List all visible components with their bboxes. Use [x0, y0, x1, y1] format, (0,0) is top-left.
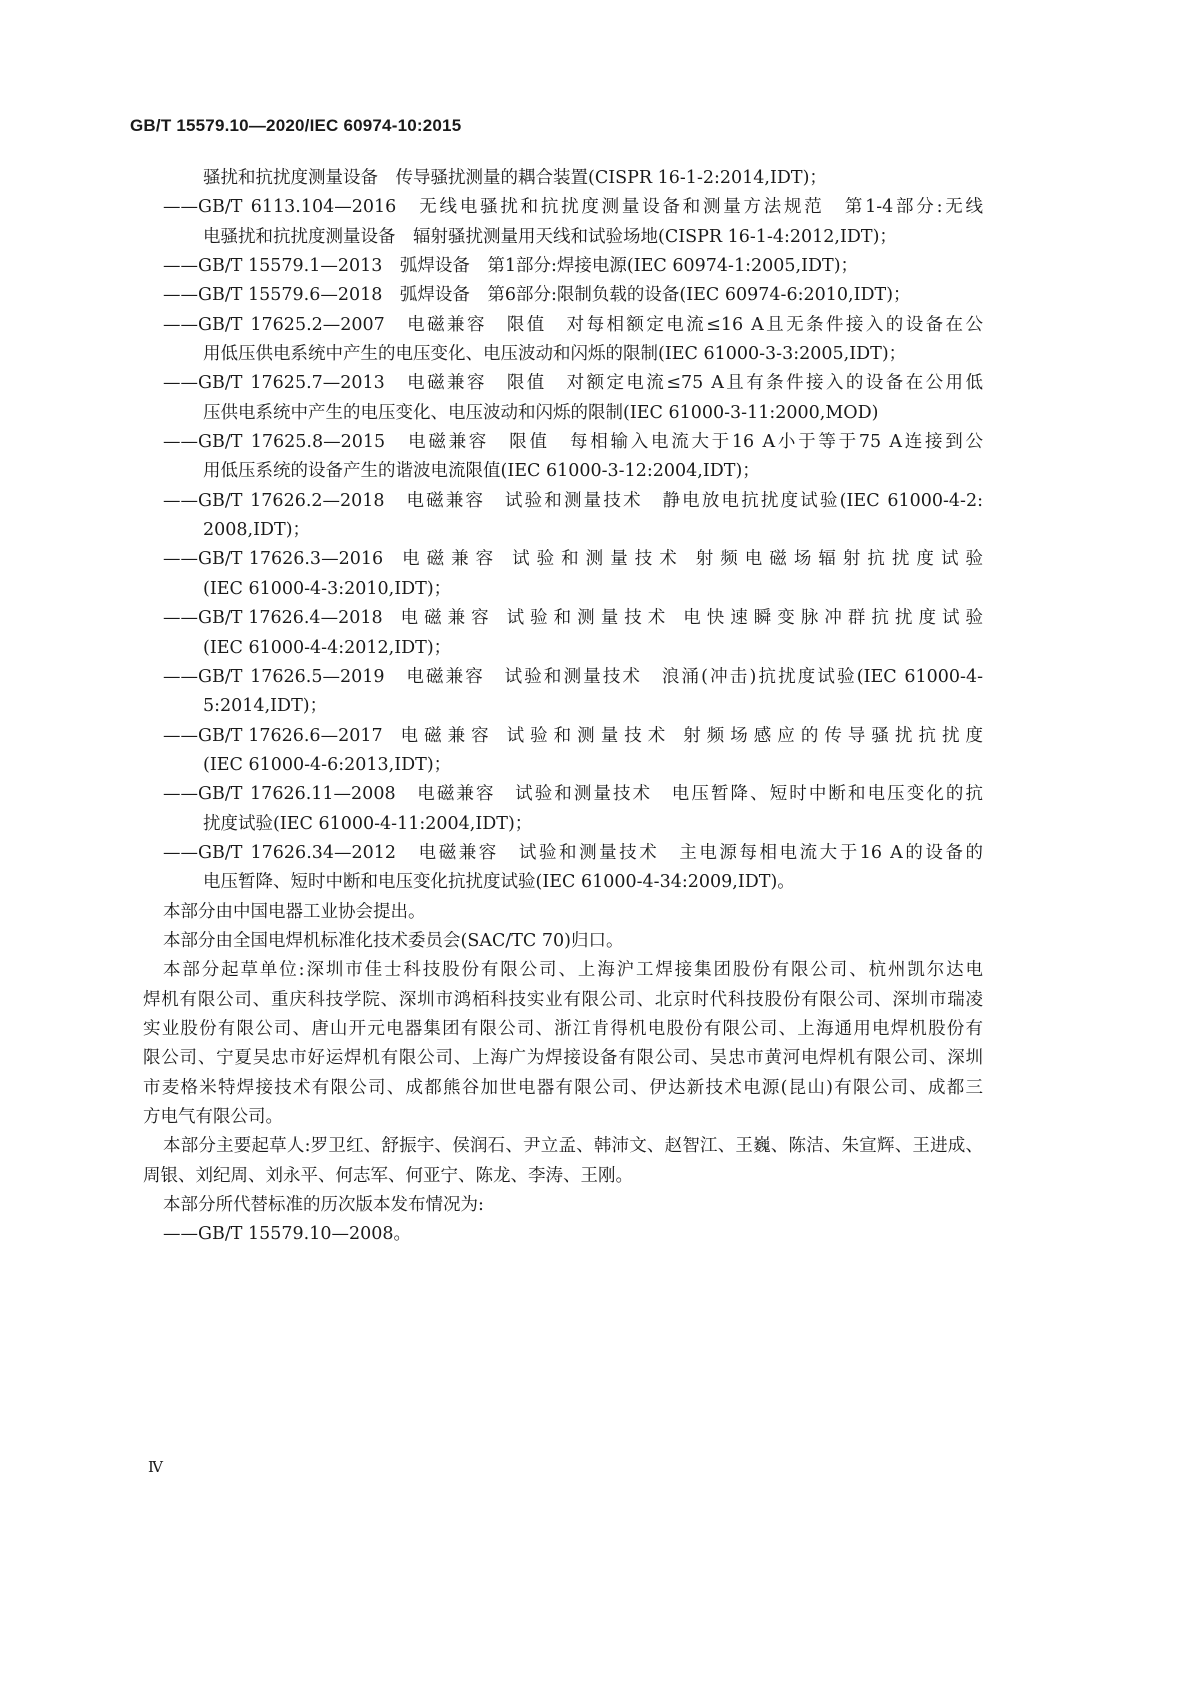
drafters-paragraph: 本部分主要起草人:罗卫红、舒振宇、侯润石、尹立孟、韩沛文、赵智江、王巍、陈洁、朱宣辉、王进成、 [163, 1136, 983, 1157]
reference-item: ——GB/T 15579.1—2013 弧焊设备 第1部分:焊接电源(IEC 60974-1:2005,IDT)； [163, 256, 859, 277]
reference-item: ——GB/T 17625.8—2015 电磁兼容 限值 每相输入电流大于16 A小于等于75 A连接到公 [163, 432, 983, 453]
drafting-units-line: 限公司、宁夏吴忠市好运焊机有限公司、上海广为焊接设备有限公司、吴忠市黄河电焊机有限公司、深圳 [143, 1048, 983, 1069]
reference-item: ——GB/T 17626.3—2016 电 磁 兼 容 试 验 和 测 量 技 术 射 频 电 磁 场 辐 射 抗 扰 度 试 验 [163, 549, 983, 570]
reference-item: ——GB/T 17626.5—2019 电磁兼容 试验和测量技术 浪涌(冲击)抗扰度试验(IEC 61000-4- [163, 666, 983, 687]
reference-continuation: (IEC 61000-4-4:2012,IDT)； [203, 637, 452, 658]
committee-paragraph: 本部分由全国电焊机标准化技术委员会(SAC/TC 70)归口。 [163, 930, 624, 951]
reference-continuation: 用低压系统的设备产生的谐波电流限值(IEC 61000-3-12:2004,IDT)； [203, 461, 760, 482]
reference-continuation: 骚扰和抗扰度测量设备 传导骚扰测量的耦合装置(CISPR 16-1-2:2014,IDT)； [203, 168, 827, 188]
reference-item: ——GB/T 15579.6—2018 弧焊设备 第6部分:限制负载的设备(IEC 60974-6:2010,IDT)； [163, 285, 911, 306]
reference-continuation: (IEC 61000-4-3:2010,IDT)； [203, 578, 452, 599]
reference-continuation: 扰度试验(IEC 61000-4-11:2004,IDT)； [203, 813, 533, 834]
reference-continuation: 电骚扰和抗扰度测量设备 辐射骚扰测量用天线和试验场地(CISPR 16-1-4:2012,IDT)； [203, 226, 897, 247]
reference-item: ——GB/T 17626.34—2012 电磁兼容 试验和测量技术 主电源每相电流大于16 A的设备的 [163, 842, 983, 863]
reference-item: ——GB/T 17626.2—2018 电磁兼容 试验和测量技术 静电放电抗扰度试验(IEC 61000-4-2: [163, 490, 983, 511]
reference-item: ——GB/T 17626.6—2017 电 磁 兼 容 试 验 和 测 量 技 术 射 频 场 感 应 的 传 导 骚 扰 抗 扰 度 [163, 725, 983, 746]
reference-item: ——GB/T 17625.2—2007 电磁兼容 限值 对每相额定电流≤16 A且无条件接入的设备在公 [163, 314, 983, 335]
drafting-units-line: 市麦格米特焊接技术有限公司、成都熊谷加世电器有限公司、伊达新技术电源(昆山)有限公司、成都三 [143, 1077, 983, 1098]
reference-item: ——GB/T 17625.7—2013 电磁兼容 限值 对额定电流≤75 A且有条件接入的设备在公用低 [163, 373, 983, 394]
reference-continuation: (IEC 61000-4-6:2013,IDT)； [203, 754, 452, 775]
drafting-units-paragraph: 本部分起草单位:深圳市佳士科技股份有限公司、上海沪工焊接集团股份有限公司、杭州凯尔达电 [163, 960, 983, 981]
reference-continuation: 用低压供电系统中产生的电压变化、电压波动和闪烁的限制(IEC 61000-3-3:2005,IDT)； [203, 344, 907, 365]
drafting-units-line: 实业股份有限公司、唐山开元电器集团有限公司、浙江肯得机电股份有限公司、上海通用电焊机股份有 [143, 1018, 983, 1039]
reference-continuation: 5:2014,IDT)； [203, 696, 328, 717]
document-body [0, 164, 1191, 1250]
previous-edition-item: ——GB/T 15579.10—2008。 [163, 1224, 412, 1245]
reference-continuation: 电压暂降、短时中断和电压变化抗扰度试验(IEC 61000-4-34:2009,IDT)。 [203, 872, 795, 893]
drafting-units-line: 焊机有限公司、重庆科技学院、深圳市鸿栢科技实业有限公司、北京时代科技股份有限公司、深圳市瑞凌 [143, 989, 983, 1010]
drafting-units-line: 方电气有限公司。 [143, 1107, 283, 1127]
reference-item: ——GB/T 17626.4—2018 电 磁 兼 容 试 验 和 测 量 技 术 电 快 速 瞬 变 脉 冲 群 抗 扰 度 试 验 [163, 608, 983, 629]
standard-number-header: GB/T 15579.10—2020/IEC 60974-10:2015 [130, 116, 462, 135]
reference-continuation: 2008,IDT)； [203, 520, 311, 541]
reference-item: ——GB/T 17626.11—2008 电磁兼容 试验和测量技术 电压暂降、短时中断和电压变化的抗 [163, 784, 983, 805]
previous-editions-paragraph: 本部分所代替标准的历次版本发布情况为: [163, 1195, 484, 1216]
proposer-paragraph: 本部分由中国电器工业协会提出。 [163, 901, 426, 922]
drafters-line: 周银、刘纪周、刘永平、何志军、何亚宁、陈龙、李涛、王刚。 [143, 1165, 633, 1186]
reference-item: ——GB/T 6113.104—2016 无线电骚扰和抗扰度测量设备和测量方法规范 第1-4部分:无线 [163, 197, 983, 218]
page-number: Ⅳ [148, 1458, 163, 1476]
reference-continuation: 压供电系统中产生的电压变化、电压波动和闪烁的限制(IEC 61000-3-11:2000,MOD) [203, 402, 879, 423]
